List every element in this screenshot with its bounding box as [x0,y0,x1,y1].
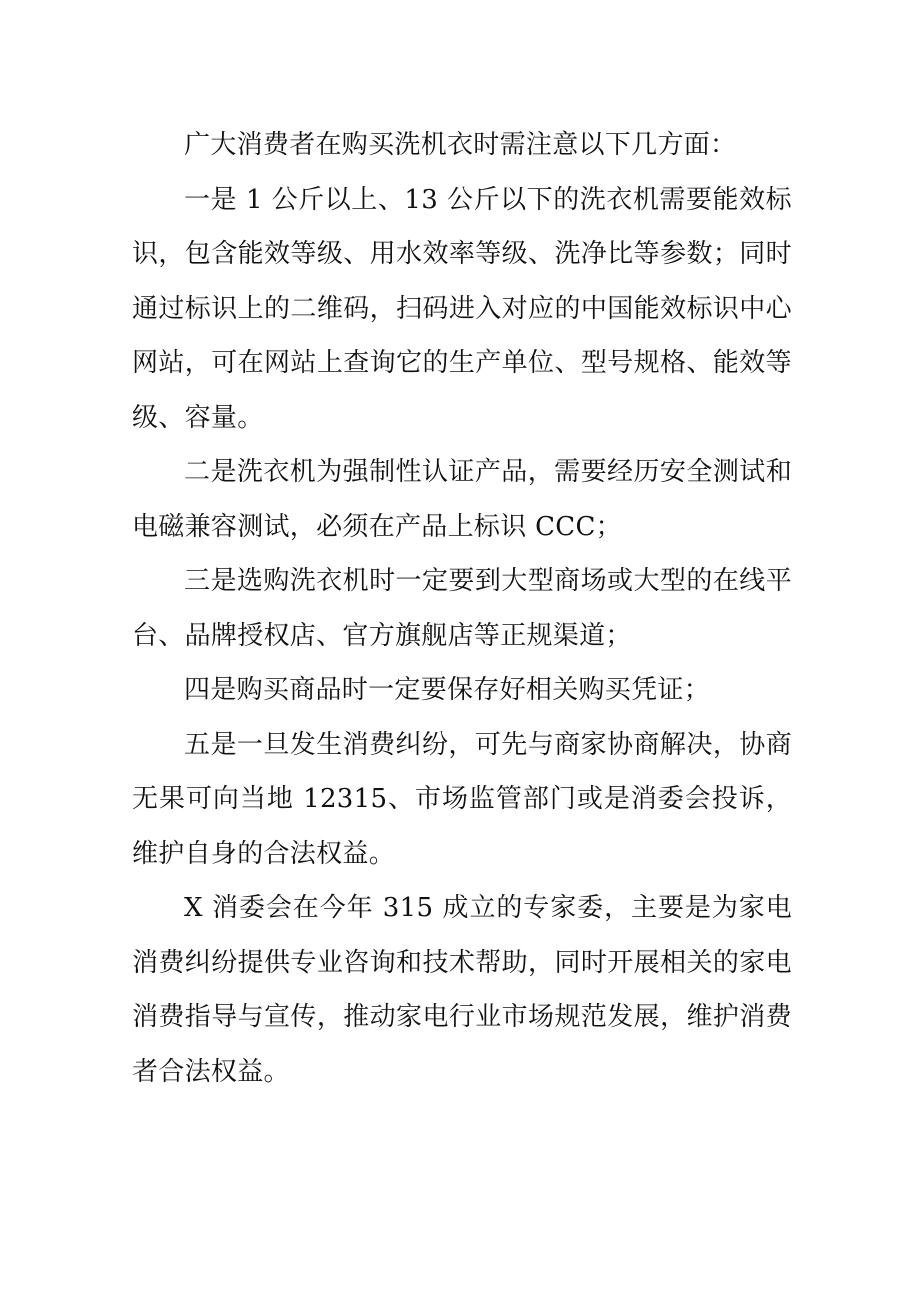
paragraph-point-1: 一是 1 公斤以上、13 公斤以下的洗衣机需要能效标识，包含能效等级、用水效率等级、洗净比等参数；同时通过标识上的二维码，扫码进入对应的中国能效标识中心网站，可在网站上查询它的生产单位、型号规格、能效等级、容量。 [132,184,792,433]
paragraph-committee: X 消委会在今年 315 成立的专家委，主要是为家电消费纠纷提供专业咨询和技术帮助，同时开展相关的家电消费指导与宣传，推动家电行业市场规范发展，维护消费者合法权益。 [132,893,792,1087]
document-body [132,118,792,1099]
paragraph-point-2: 二是洗衣机为强制性认证产品，需要经历安全测试和电磁兼容测试，必须在产品上标识 CCC； [132,457,792,542]
paragraph-point-5: 五是一旦发生消费纠纷，可先与商家协商解决，协商无果可向当地 12315、市场监管部门或是消委会投诉，维护自身的合法权益。 [132,729,792,869]
paragraph-point-4: 四是购买商品时一定要保存好相关购买凭证； [184,675,711,705]
paragraph-point-3: 三是选购洗衣机时一定要到大型商场或大型的在线平台、品牌授权店、官方旗舰店等正规渠道； [132,566,792,651]
paragraph-intro: 广大消费者在购买洗机衣时需注意以下几方面： [184,130,737,160]
